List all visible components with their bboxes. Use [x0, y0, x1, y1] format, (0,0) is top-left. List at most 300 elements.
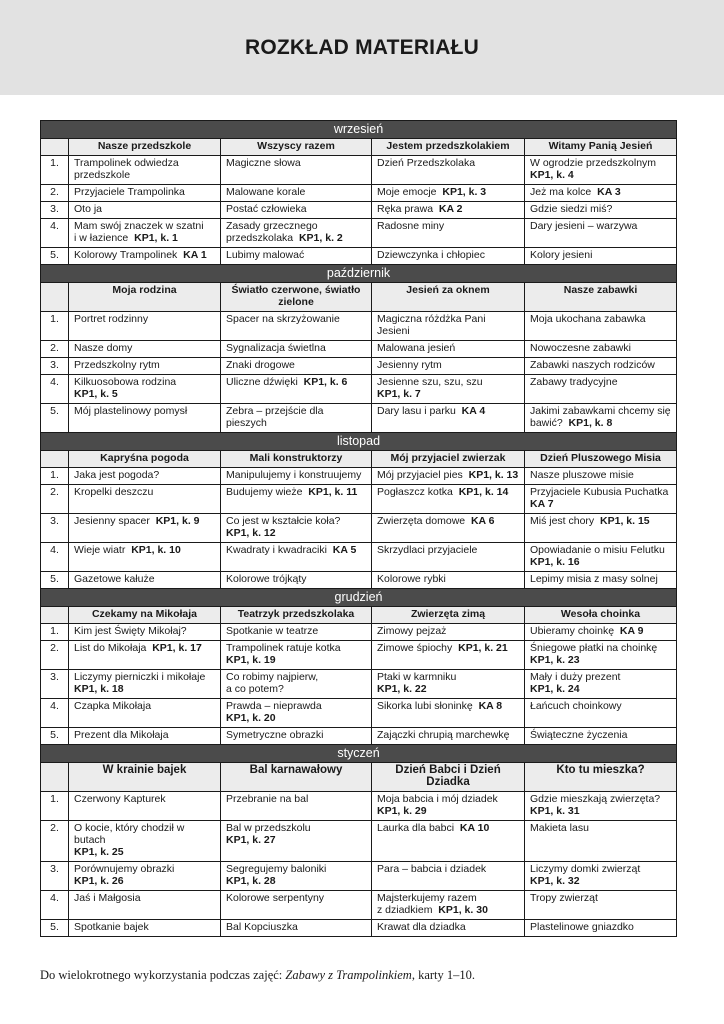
- day-number: 5.: [41, 728, 69, 745]
- activity-cell: [221, 404, 372, 433]
- card-reference: KP1, k. 1: [134, 232, 178, 244]
- activity-cell: [69, 248, 221, 265]
- activity-text: Skrzydlaci przyjaciele: [377, 544, 478, 556]
- activity-text: Co jest w kształcie koła?: [226, 515, 341, 527]
- activity-text: Moja ukochana zabawka: [530, 313, 646, 325]
- activity-text: Przedszkolny rytm: [74, 359, 160, 371]
- activity-cell: [69, 792, 221, 821]
- activity-cell: [221, 670, 372, 699]
- activity-text: Para – babcia i dziadek: [377, 863, 487, 875]
- activity-cell: [69, 920, 221, 937]
- activity-cell: [69, 728, 221, 745]
- activity-text: Sikorka lubi słoninkę: [377, 700, 473, 712]
- activity-cell: [372, 699, 525, 728]
- card-reference: KP1, k. 28: [226, 875, 276, 887]
- day-number: 4.: [41, 543, 69, 572]
- activity-text: Makieta lasu: [530, 822, 589, 834]
- activity-text: Prawda – nieprawda: [226, 700, 322, 712]
- table-row: [41, 728, 677, 745]
- month-header-row: [41, 265, 677, 283]
- activity-text: Jesienny rytm: [377, 359, 442, 371]
- month-name: październik: [41, 265, 677, 283]
- activity-text: Mam swój znaczek w szatni: [74, 220, 204, 232]
- activity-cell: [221, 792, 372, 821]
- activity-cell: [221, 543, 372, 572]
- activity-cell: [372, 248, 525, 265]
- activity-text: Kolorowe trójkąty: [226, 573, 307, 585]
- activity-cell: [69, 375, 221, 404]
- activity-text: Jeż ma kolce: [530, 186, 592, 198]
- activity-text: Prezent dla Mikołaja: [74, 729, 169, 741]
- week-theme: Mój przyjaciel zwierzak: [372, 451, 525, 468]
- activity-text: Znaki drogowe: [226, 359, 295, 371]
- day-number: 2.: [41, 185, 69, 202]
- activity-cell: [221, 572, 372, 589]
- day-number: 2.: [41, 821, 69, 862]
- activity-text: Zasady grzecznego: [226, 220, 318, 232]
- activity-cell: [372, 670, 525, 699]
- activity-cell: [221, 468, 372, 485]
- activity-text: Oto ja: [74, 203, 103, 215]
- activity-cell: [221, 248, 372, 265]
- activity-text: Kilkuosobowa rodzina: [74, 376, 177, 388]
- table-row: [41, 202, 677, 219]
- activity-text: Uliczne dźwięki: [226, 376, 298, 388]
- activity-cell: [69, 404, 221, 433]
- table-row: [41, 358, 677, 375]
- activity-text: Lepimy misia z masy solnej: [530, 573, 658, 585]
- card-reference: KA 2: [438, 203, 463, 215]
- footer-text: Do wielokrotnego wykorzystania podczas zajęć:: [40, 968, 286, 982]
- themes-row: [41, 139, 677, 156]
- activity-text: Gdzie mieszkają zwierzęta?: [530, 793, 661, 805]
- day-number: 2.: [41, 641, 69, 670]
- card-reference: KP1, k. 31: [530, 805, 580, 817]
- activity-cell: [372, 202, 525, 219]
- day-number: 4.: [41, 375, 69, 404]
- activity-cell: [372, 792, 525, 821]
- activity-text: Zabawki naszych rodziców: [530, 359, 655, 371]
- activity-text: a co potem?: [226, 683, 284, 695]
- day-number: 5.: [41, 920, 69, 937]
- activity-text: Liczymy domki zwierząt: [530, 863, 641, 875]
- card-reference: KP1, k. 3: [442, 186, 487, 198]
- activity-text: Laurka dla babci: [377, 822, 455, 834]
- month-header-row: [41, 745, 677, 763]
- table-row: [41, 514, 677, 543]
- card-reference: KP1, k. 23: [530, 654, 580, 666]
- activity-text: Manipulujemy i konstruujemy: [226, 469, 362, 481]
- day-number: 3.: [41, 358, 69, 375]
- activity-text: Pogłaszcz kotka: [377, 486, 453, 498]
- activity-text: przedszkolaka: [226, 232, 294, 244]
- week-theme: Witamy Panią Jesień: [525, 139, 677, 156]
- card-reference: KP1, k. 8: [568, 417, 613, 429]
- activity-cell: [525, 792, 677, 821]
- week-theme: Bal karnawałowy: [221, 763, 372, 792]
- activity-cell: [221, 156, 372, 185]
- week-theme: Zwierzęta zimą: [372, 607, 525, 624]
- activity-cell: [372, 891, 525, 920]
- activity-cell: [221, 862, 372, 891]
- activity-cell: [69, 891, 221, 920]
- day-number: 4.: [41, 699, 69, 728]
- activity-text: Świąteczne życzenia: [530, 729, 628, 741]
- week-theme: Światło czerwone, światło zielone: [221, 283, 372, 312]
- day-number: 3.: [41, 514, 69, 543]
- card-reference: KP1, k. 30: [438, 904, 488, 916]
- activity-text: Magiczna różdżka Pani Jesieni: [377, 313, 486, 337]
- month-header-row: [41, 589, 677, 607]
- activity-text: Liczymy pierniczki i mikołaje: [74, 671, 206, 683]
- activity-cell: [221, 312, 372, 341]
- activity-cell: [525, 485, 677, 514]
- activity-cell: [525, 670, 677, 699]
- card-reference: KP1, k. 19: [226, 654, 276, 666]
- card-reference: KA 6: [470, 515, 495, 527]
- activity-text: Trampolinek ratuje kotka: [226, 642, 341, 654]
- activity-text: Malowana jesień: [377, 342, 456, 354]
- themes-row: [41, 763, 677, 792]
- activity-cell: [372, 404, 525, 433]
- activity-text: Gdzie siedzi miś?: [530, 203, 613, 215]
- card-reference: KP1, k. 14: [458, 486, 509, 498]
- activity-text: Przyjaciele Kubusia Puchatka: [530, 486, 669, 498]
- activity-text: Bal w przedszkolu: [226, 822, 311, 834]
- activity-text: Jesienny spacer: [74, 515, 150, 527]
- card-reference: KP1, k. 18: [74, 683, 124, 695]
- activity-text: z dziadkiem: [377, 904, 433, 916]
- activity-cell: [69, 862, 221, 891]
- activity-text: List do Mikołaja: [74, 642, 147, 654]
- themes-blank-cell: [41, 763, 69, 792]
- activity-text: Ręka prawa: [377, 203, 434, 215]
- day-number: 5.: [41, 404, 69, 433]
- activity-text: Śniegowe płatki na choinkę: [530, 642, 658, 654]
- table-row: [41, 219, 677, 248]
- table-row: [41, 156, 677, 185]
- activity-cell: [221, 514, 372, 543]
- card-reference: KA 3: [597, 186, 621, 198]
- activity-cell: [69, 468, 221, 485]
- month-name: grudzień: [41, 589, 677, 607]
- activity-text: Zebra – przejście dla pieszych: [226, 405, 324, 429]
- activity-text: Mój przyjaciel pies: [377, 469, 463, 481]
- activity-cell: [221, 624, 372, 641]
- activity-text: Sygnalizacja świetlna: [226, 342, 326, 354]
- table-row: [41, 891, 677, 920]
- activity-text: Majsterkujemy razem: [377, 892, 477, 904]
- card-reference: KP1, k. 13: [468, 469, 519, 481]
- week-theme: Mali konstruktorzy: [221, 451, 372, 468]
- activity-text: Mały i duży prezent: [530, 671, 621, 683]
- activity-cell: [372, 468, 525, 485]
- activity-cell: [69, 485, 221, 514]
- themes-row: [41, 451, 677, 468]
- activity-cell: [525, 468, 677, 485]
- activity-text: Magiczne słowa: [226, 157, 301, 169]
- day-number: 2.: [41, 341, 69, 358]
- month-name: wrzesień: [41, 121, 677, 139]
- activity-text: Symetryczne obrazki: [226, 729, 324, 741]
- activity-cell: [525, 572, 677, 589]
- table-row: [41, 920, 677, 937]
- activity-cell: [221, 202, 372, 219]
- card-reference: KP1, k. 5: [74, 388, 118, 400]
- activity-text: Spacer na skrzyżowanie: [226, 313, 340, 325]
- table-row: [41, 375, 677, 404]
- card-reference: KA 10: [459, 822, 490, 834]
- day-number: 4.: [41, 891, 69, 920]
- day-number: 3.: [41, 670, 69, 699]
- card-reference: KP1, k. 16: [530, 556, 580, 568]
- card-reference: KP1, k. 26: [74, 875, 124, 887]
- activity-text: Nasze pluszowe misie: [530, 469, 634, 481]
- activity-text: Dzień Przedszkolaka: [377, 157, 476, 169]
- activity-cell: [525, 699, 677, 728]
- activity-cell: [372, 821, 525, 862]
- table-row: [41, 572, 677, 589]
- card-reference: KP1, k. 27: [226, 834, 276, 846]
- activity-text: Kropelki deszczu: [74, 486, 154, 498]
- card-reference: KP1, k. 17: [152, 642, 202, 654]
- activity-cell: [525, 312, 677, 341]
- table-row: [41, 821, 677, 862]
- day-number: 5.: [41, 248, 69, 265]
- card-reference: KP1, k. 11: [308, 486, 358, 498]
- activity-text: Łańcuch choinkowy: [530, 700, 622, 712]
- card-reference: KP1, k. 24: [530, 683, 580, 695]
- week-theme: Dzień Pluszowego Misia: [525, 451, 677, 468]
- activity-cell: [221, 641, 372, 670]
- activity-cell: [69, 312, 221, 341]
- activity-cell: [525, 624, 677, 641]
- card-reference: KP1, k. 12: [226, 527, 276, 539]
- activity-text: Tropy zwierząt: [530, 892, 598, 904]
- activity-cell: [525, 404, 677, 433]
- activity-text: Mój plastelinowy pomysł: [74, 405, 188, 417]
- month-header-row: [41, 433, 677, 451]
- card-reference: KA 5: [332, 544, 357, 556]
- activity-text: Segregujemy baloniki: [226, 863, 327, 875]
- activity-text: Moje emocje: [377, 186, 437, 198]
- week-theme: Wszyscy razem: [221, 139, 372, 156]
- card-reference: KA 9: [619, 625, 644, 637]
- activity-cell: [372, 156, 525, 185]
- activity-cell: [525, 920, 677, 937]
- activity-text: Kolorowe rybki: [377, 573, 446, 585]
- day-number: 3.: [41, 862, 69, 891]
- card-reference: KP1, k. 2: [298, 232, 343, 244]
- day-number: 3.: [41, 202, 69, 219]
- table-row: [41, 468, 677, 485]
- activity-cell: [372, 572, 525, 589]
- activity-text: Dziewczynka i chłopiec: [377, 249, 485, 261]
- week-theme: Czekamy na Mikołaja: [69, 607, 221, 624]
- activity-cell: [525, 543, 677, 572]
- themes-row: [41, 607, 677, 624]
- activity-text: Zajączki chrupią marchewkę: [377, 729, 510, 741]
- activity-cell: [69, 641, 221, 670]
- activity-text: Co robimy najpierw,: [226, 671, 319, 683]
- activity-cell: [221, 485, 372, 514]
- day-number: 1.: [41, 156, 69, 185]
- activity-text: Zimowy pejzaż: [377, 625, 447, 637]
- table-row: [41, 624, 677, 641]
- activity-text: Przyjaciele Trampolinka: [74, 186, 185, 198]
- activity-text: Nowoczesne zabawki: [530, 342, 631, 354]
- activity-cell: [221, 358, 372, 375]
- activity-text: Kolory jesieni: [530, 249, 593, 261]
- activity-text: Opowiadanie o misiu Felutku: [530, 544, 665, 556]
- activity-cell: [372, 641, 525, 670]
- activity-cell: [221, 821, 372, 862]
- activity-cell: [69, 572, 221, 589]
- month-header-row: [41, 121, 677, 139]
- activity-cell: [69, 219, 221, 248]
- week-theme: Kto tu mieszka?: [525, 763, 677, 792]
- day-number: 2.: [41, 485, 69, 514]
- table-row: [41, 543, 677, 572]
- day-number: 1.: [41, 468, 69, 485]
- activity-cell: [372, 312, 525, 341]
- activity-cell: [525, 891, 677, 920]
- activity-cell: [221, 375, 372, 404]
- activity-text: Kwadraty i kwadraciki: [226, 544, 327, 556]
- activity-text: Dary lasu i parku: [377, 405, 456, 417]
- activity-text: W ogrodzie przedszkolnym: [530, 157, 657, 169]
- activity-cell: [69, 543, 221, 572]
- activity-text: Lubimy malować: [226, 249, 305, 261]
- activity-cell: [372, 185, 525, 202]
- activity-cell: [372, 219, 525, 248]
- card-reference: KP1, k. 29: [377, 805, 427, 817]
- card-reference: KA 4: [461, 405, 486, 417]
- activity-text: Jakimi zabawkami chcemy się: [530, 405, 671, 417]
- activity-cell: [69, 821, 221, 862]
- table-row: [41, 641, 677, 670]
- activity-text: Jaś i Małgosia: [74, 892, 141, 904]
- activity-cell: [69, 670, 221, 699]
- activity-cell: [69, 341, 221, 358]
- activity-text: Malowane korale: [226, 186, 306, 198]
- activity-text: Gazetowe kałuże: [74, 573, 155, 585]
- card-reference: KP1, k. 20: [226, 712, 276, 724]
- activity-text: Miś jest chory: [530, 515, 595, 527]
- activity-cell: [525, 185, 677, 202]
- activity-text: Dary jesieni – warzywa: [530, 220, 638, 232]
- themes-blank-cell: [41, 451, 69, 468]
- activity-text: Nasze domy: [74, 342, 133, 354]
- week-theme: Jestem przedszkolakiem: [372, 139, 525, 156]
- activity-text: Zwierzęta domowe: [377, 515, 466, 527]
- activity-text: Moja babcia i mój dziadek: [377, 793, 498, 805]
- schedule-table: [40, 120, 677, 937]
- day-number: 4.: [41, 219, 69, 248]
- activity-cell: [221, 920, 372, 937]
- activity-cell: [221, 728, 372, 745]
- day-number: 1.: [41, 624, 69, 641]
- day-number: 1.: [41, 312, 69, 341]
- card-reference: KP1, k. 32: [530, 875, 580, 887]
- card-reference: KP1, k. 9: [155, 515, 200, 527]
- activity-cell: [69, 699, 221, 728]
- week-theme: Nasze przedszkole: [69, 139, 221, 156]
- table-row: [41, 792, 677, 821]
- card-reference: KP1, k. 21: [458, 642, 508, 654]
- footer-note: [40, 968, 475, 983]
- activity-text: przedszkole: [74, 169, 131, 181]
- week-theme: Wesoła choinka: [525, 607, 677, 624]
- month-name: styczeń: [41, 745, 677, 763]
- activity-cell: [372, 728, 525, 745]
- activity-cell: [69, 202, 221, 219]
- table-row: [41, 312, 677, 341]
- card-reference: KP1, k. 4: [530, 169, 574, 181]
- day-number: 5.: [41, 572, 69, 589]
- activity-cell: [372, 920, 525, 937]
- activity-text: Postać człowieka: [226, 203, 307, 215]
- activity-cell: [525, 514, 677, 543]
- activity-text: Jesienne szu, szu, szu: [377, 376, 483, 388]
- day-number: 1.: [41, 792, 69, 821]
- activity-cell: [372, 341, 525, 358]
- week-theme: Kapryśna pogoda: [69, 451, 221, 468]
- activity-cell: [525, 821, 677, 862]
- activity-cell: [372, 862, 525, 891]
- activity-text: O kocie, który chodził w butach: [74, 822, 185, 846]
- activity-cell: [525, 248, 677, 265]
- card-reference: KP1, k. 22: [377, 683, 427, 695]
- activity-text: Przebranie na bal: [226, 793, 309, 805]
- week-theme: W krainie bajek: [69, 763, 221, 792]
- activity-cell: [221, 699, 372, 728]
- card-reference: KP1, k. 15: [600, 515, 650, 527]
- card-reference: KP1, k. 6: [303, 376, 348, 388]
- activity-cell: [525, 641, 677, 670]
- activity-text: Czapka Mikołaja: [74, 700, 152, 712]
- month-name: listopad: [41, 433, 677, 451]
- activity-text: Kolorowe serpentyny: [226, 892, 325, 904]
- week-theme: Moja rodzina: [69, 283, 221, 312]
- activity-text: Radosne miny: [377, 220, 445, 232]
- activity-cell: [372, 514, 525, 543]
- activity-cell: [525, 358, 677, 375]
- activity-text: Kim jest Święty Mikołaj?: [74, 625, 187, 637]
- card-reference: KA 8: [478, 700, 503, 712]
- activity-cell: [372, 375, 525, 404]
- activity-text: Zabawy tradycyjne: [530, 376, 618, 388]
- activity-text: Spotkanie bajek: [74, 921, 149, 933]
- activity-text: Wieje wiatr: [74, 544, 126, 556]
- activity-text: i w łazience: [74, 232, 129, 244]
- footer-tail: , karty 1–10.: [411, 968, 475, 982]
- table-row: [41, 699, 677, 728]
- activity-cell: [69, 156, 221, 185]
- activity-cell: [525, 341, 677, 358]
- activity-cell: [525, 728, 677, 745]
- activity-text: bawić?: [530, 417, 563, 429]
- activity-text: Krawat dla dziadka: [377, 921, 466, 933]
- activity-cell: [221, 891, 372, 920]
- activity-text: Ptaki w karmniku: [377, 671, 457, 683]
- table-row: [41, 341, 677, 358]
- activity-cell: [525, 862, 677, 891]
- activity-cell: [221, 185, 372, 202]
- activity-cell: [525, 202, 677, 219]
- card-reference: KP1, k. 7: [377, 388, 421, 400]
- activity-cell: [525, 375, 677, 404]
